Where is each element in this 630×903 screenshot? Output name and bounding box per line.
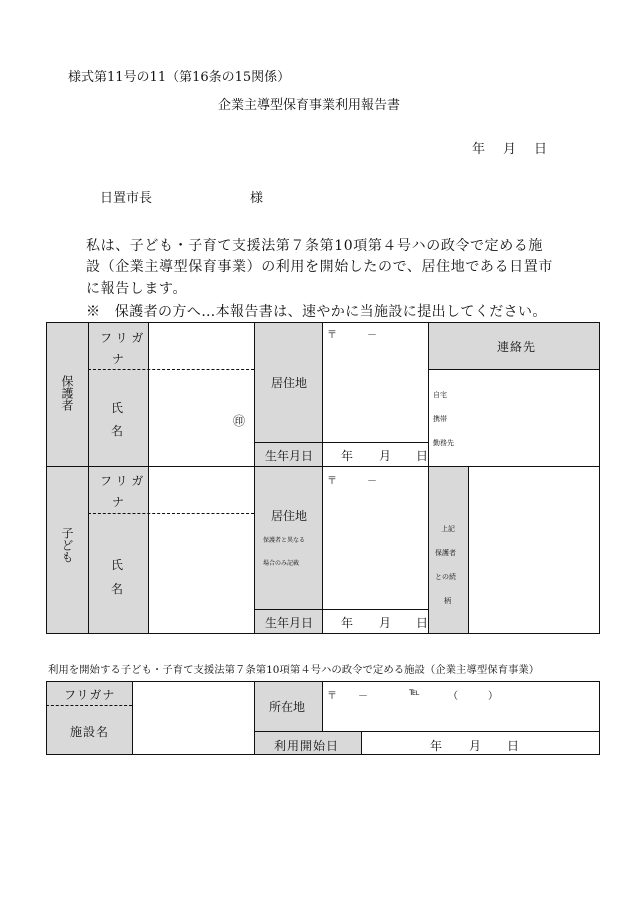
child-postal-dash: － bbox=[367, 476, 377, 487]
child-residence-note-1: 保護者と異なる bbox=[263, 537, 306, 544]
facility-name-input[interactable] bbox=[134, 707, 252, 753]
child-section-label: 子ども bbox=[60, 527, 74, 563]
child-dob-day: 日 bbox=[416, 616, 429, 630]
guardian-note: ※ 保護者の方へ…本報告書は、速やかに当施設に提出してください。 bbox=[86, 304, 547, 320]
addressee: 日置市長 bbox=[100, 191, 153, 206]
phone-icon: ℡ bbox=[409, 687, 420, 698]
facility-caption: 利用を開始する子ども・子育て支援法第７条第10項第４号ハの政令で定める施設（企業主導型保育事業） bbox=[48, 664, 540, 676]
guardian-postal-dash: － bbox=[367, 330, 377, 341]
guardian-address-input[interactable] bbox=[324, 324, 426, 441]
guardian-section-label: 保護者 bbox=[60, 375, 74, 411]
facility-location-label: 所在地 bbox=[269, 700, 306, 714]
child-address-input[interactable] bbox=[324, 468, 426, 608]
relation-input[interactable] bbox=[470, 468, 598, 632]
guardian-residence-label: 居住地 bbox=[271, 376, 308, 390]
contact-home-label: 自宅 bbox=[433, 391, 447, 399]
guardian-furigana-input[interactable] bbox=[150, 324, 252, 368]
facility-furigana-label: フリガナ bbox=[64, 688, 116, 702]
guardian-dob-day: 日 bbox=[416, 449, 429, 463]
paragraph-line-3: に報告します。 bbox=[86, 281, 188, 297]
start-date-input[interactable] bbox=[363, 733, 598, 754]
child-name-label-1: 氏 bbox=[111, 558, 124, 572]
start-date-month: 月 bbox=[469, 739, 482, 753]
seal-mark: ㊞ bbox=[233, 414, 246, 428]
paragraph-line-1: 私は、子ども・子育て支援法第７条第10項第４号ハの政令で定める施 bbox=[86, 238, 544, 254]
child-furigana-input[interactable] bbox=[150, 468, 252, 512]
facility-address-input[interactable] bbox=[324, 683, 598, 730]
start-date-year: 年 bbox=[430, 739, 443, 753]
guardian-name-label-1: 氏 bbox=[111, 401, 124, 415]
contact-header: 連絡先 bbox=[497, 340, 537, 354]
facility-postal-mark: 〒 bbox=[327, 691, 337, 702]
guardian-dob-month: 月 bbox=[379, 449, 392, 463]
page-title: 企業主導型保育事業利用報告書 bbox=[218, 98, 401, 113]
guardian-dob-label: 生年月日 bbox=[265, 449, 314, 463]
guardian-furigana-label-1: フリガ bbox=[100, 331, 148, 345]
guardian-name-label-2: 名 bbox=[111, 424, 124, 438]
date-month-label: 月 bbox=[503, 142, 517, 157]
relation-label-2: 保護者 bbox=[435, 549, 456, 557]
phone-area-paren: （ ） bbox=[448, 691, 498, 702]
form-number: 様式第11号の11（第16条の15関係） bbox=[68, 70, 291, 85]
child-name-label-2: 名 bbox=[111, 582, 124, 596]
child-residence-note-2: 場合のみ記載 bbox=[263, 560, 300, 567]
relation-label-3: との続 bbox=[435, 573, 456, 581]
addressee-suffix: 様 bbox=[250, 191, 264, 206]
child-dob-year: 年 bbox=[341, 616, 354, 630]
child-name-input[interactable] bbox=[150, 515, 252, 632]
child-furigana-label-1: フリガ bbox=[100, 474, 148, 488]
guardian-postal-mark: 〒 bbox=[327, 330, 337, 341]
paragraph-line-2: 設（企業主導型保育事業）の利用を開始したので、居住地である日置市 bbox=[86, 259, 553, 275]
child-dob-month: 月 bbox=[379, 616, 392, 630]
child-residence-label: 居住地 bbox=[271, 509, 308, 523]
guardian-furigana-label-2: ナ bbox=[112, 352, 125, 366]
relation-label-4: 柄 bbox=[444, 597, 451, 605]
start-date-day: 日 bbox=[507, 739, 520, 753]
contact-input[interactable] bbox=[460, 372, 598, 465]
contact-work-label: 勤務先 bbox=[433, 439, 454, 447]
date-day-label: 日 bbox=[534, 142, 548, 157]
child-postal-mark: 〒 bbox=[327, 476, 337, 487]
child-dob-label: 生年月日 bbox=[265, 616, 314, 630]
facility-name-label: 施設名 bbox=[70, 725, 110, 739]
start-date-label: 利用開始日 bbox=[274, 739, 340, 753]
contact-mobile-label: 携帯 bbox=[433, 415, 447, 423]
date-year-label: 年 bbox=[472, 142, 486, 157]
facility-furigana-input[interactable] bbox=[134, 683, 252, 704]
child-furigana-label-2: ナ bbox=[112, 495, 125, 509]
relation-label-1: 上記 bbox=[441, 525, 455, 533]
facility-postal-dash: － bbox=[358, 691, 368, 702]
guardian-dob-year: 年 bbox=[341, 449, 354, 463]
